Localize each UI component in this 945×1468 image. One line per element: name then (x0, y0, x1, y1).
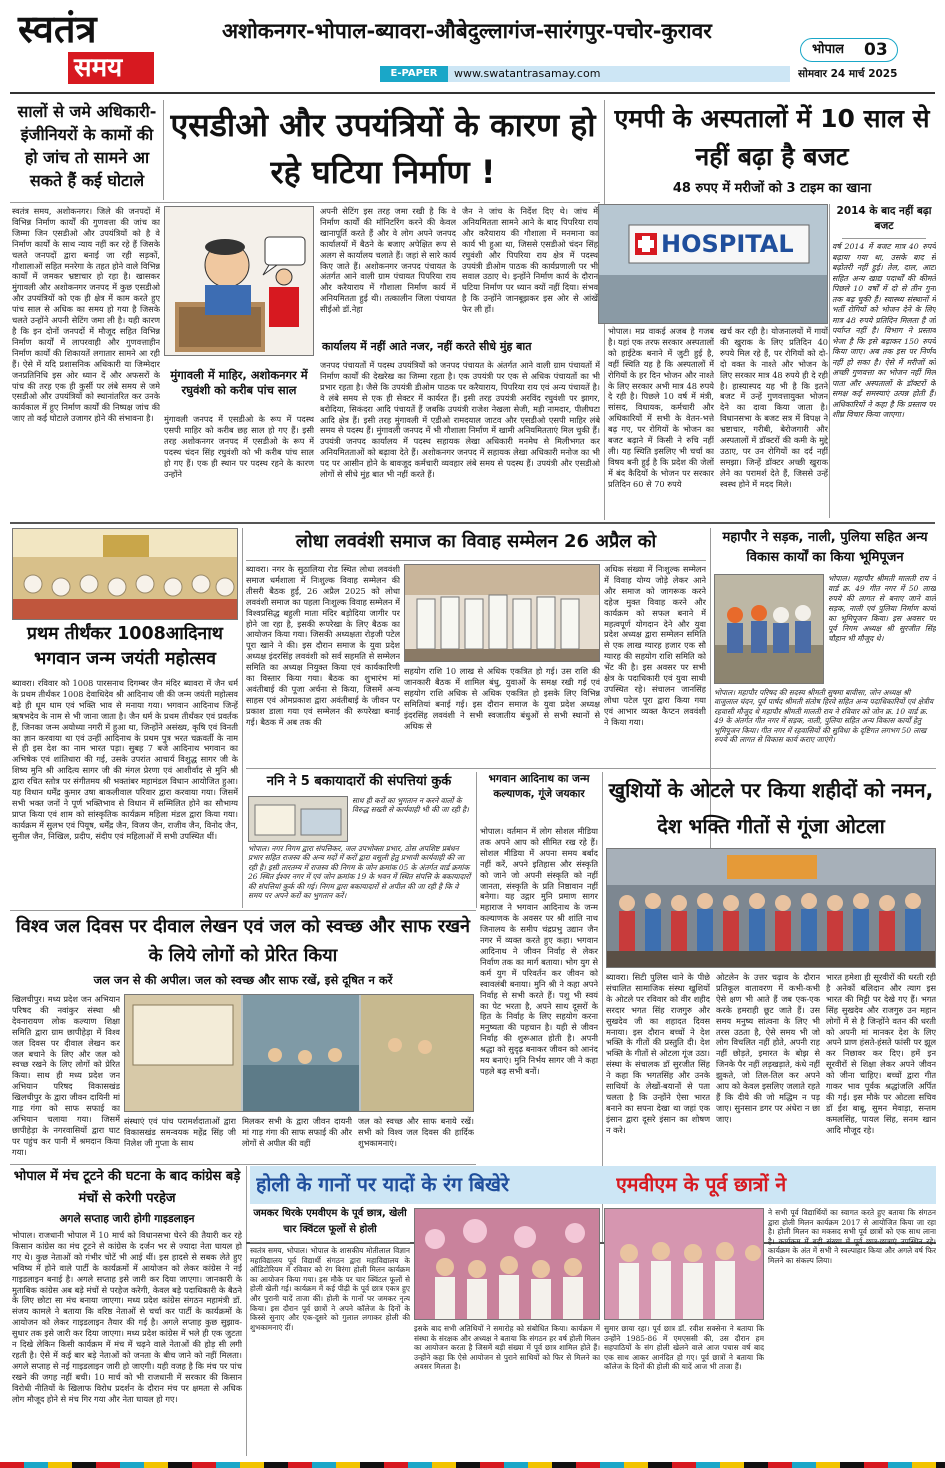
story10-headline: भोपाल में मंच टूटने की घटना के बाद कांग्रेस बड़े मंचों से करेगी परहेज (13, 1169, 241, 1206)
story6-headline: ननि ने 5 बकायादारों की संपत्तियां कुर्क (266, 774, 452, 789)
masthead (0, 0, 945, 92)
temple-photo (12, 528, 238, 620)
story1-kicker: सालों से जमे अधिकारी-इंजीनियरों के कामों की हो जांच तो सामने आ सकते हैं कई घोटाले (17, 102, 157, 190)
hospital-sign: HOSPITAL (661, 230, 794, 258)
story5-caption: भोपाल। महापौर परिषद की सदस्य श्रीमती सुषमा बावीसा, जोन अध्यक्ष श्री वाजुलाल चंदन, पूर्व पार्षद श्रीमती संतोष हिरवे सहित अन्य पदाधिकारियों एवं क्षेत्रीय रहवासी मौजूद थे महापौर श्रीमती मालती राय ने रविवार को जोन क्र. 10 वार्ड क्र. 49 के अंतर्गत गीत नगर में सड़क, नाली, पुलिया सहित अन्य विकास कार्यों हेतु भूमिपूजन किया। गीत नगर में रहवासियों की सुविधा के दृष्टिगत लगभग 50 लाख रुपये की लागत से विकास कार्य कराए जाएंगे। (714, 688, 934, 745)
story10-subhead: अगले सप्ताह जारी होगी गाइडलाइन (59, 1213, 195, 1225)
holi-photo (414, 1208, 600, 1320)
story5-side-text: भोपाल। महापौर श्रीमती मालती राय ने वार्ड क्र. 49 गीत नगर में 50 लाख रुपये की लागत से बनाए जाने वाले सड़क, नाली एवं पुलिया निर्माण कार्यों का भूमिपूजन किया। इस अवसर पर पूर्व निगम अध्यक्ष श्री सुरजीत सिंह चौहान भी मौजूद थे। (828, 574, 936, 643)
story4-headline: लोधा लववंशी समाज का विवाह सम्मेलन 26 अप्रैल को (295, 531, 657, 552)
issue-date: सोमवार 24 मार्च 2025 (798, 68, 898, 80)
story2-subhead: 48 रुपए में मरीजों को 3 टाइम का खाना (672, 181, 872, 196)
story1-col1: स्वतंत्र समय, अशोकनगर। जिले की जनपदों में विभिन्न निर्माण कार्यों की गुणवत्ता की जांच का जिम्मा जिन एसडीओ और उपयंत्रियों को है वे निर्माण कार्यों के साथ न्याय नहीं कर रहे हैं जिसके चलते जनपदों द्वारा बनाई जा रही सड़कों, गौशालाओं सहित मनरेगा के तहत होने वाले विभिन्न कार्यों में जमकर भ्रष्टाचार हो रहा है। खासकर मुंगावली और अशोकनगर जनपद में कुछ एसडीओ और उपयंत्रियों को एक ही क्षेत्र में काम करते हुए पांच साल से अधिक का समय हो गया है जिसके चलते उन्होंने अपनी सेटिंग जमा ली है। यही कारण है कि इन दोनों जनपदों में मौजूद सहित विभिन्न निर्माण कार्यों में लापरवाही और गुणवत्ताहीन निर्माण कार्यों की शिकायतें लगातार सामने आ रही हैं। ऐसे में यदि प्रशासनिक अधिकारी या जिम्मेदार जनप्रतिनिधि इस ओर ध्यान दें और अफसरों के पांच की तरह एक ही कुर्सी पर लंबे समय से जमे एसडीओ और उपयंत्रियों को स्थानांतरित कर उनके कार्यकाल में हुए निर्माण कार्यों की निष्पक्ष जांच की जाए तो कई घोटाले उजागर होने की संभावना है। (12, 206, 160, 424)
story8-headline: खुशियों के ओटले पर किया शहीदों को नमन, देश भक्ति गीतों से गूंजा ओटला (608, 778, 934, 838)
story9-col3: मिलकर सभी के द्वारा जीवन दायनी मां गाड़ गंगा की साफ सफाई की और लोगों से अपील की वहीं (242, 1116, 352, 1148)
website[interactable]: www.swatantrasamay.com (454, 67, 601, 80)
story2-headline: एमपी के अस्पतालों में 10 साल से नहीं बढ़ा है बजट (614, 104, 930, 171)
story9-col2: संस्थाएं एवं पांच परामर्शदाताओं द्वारा विकासखंड समन्वयक महेंद्र सिंह जी निलेश जी गुप्ता के साथ (124, 1116, 236, 1148)
story3-headline: प्रथम तीर्थंकर 1008आदिनाथ भगवान जन्म जयंती महोत्सव (27, 624, 223, 669)
story7-text: भोपाल। वर्तमान में लोग सोशल मीडिया तक अपने आप को सीमित रख रहे हैं। सोशल मीडिया में अपना समय बर्बाद नहीं करें, अपने इतिहास और संस्कृति को जाने जो अपनी संस्कृति को नहीं जानता, संस्कृति के प्रति निष्ठावान नहीं बनेगा। यह उद्गार मुनि प्रमाण सागर महाराज ने भगवान आदिनाथ के जन्म कल्याणक के अवसर पर श्री शांति नाथ जिनालय के समीप चंद्रप्रभु उद्यान जैन नगर में व्यक्त करते हुए कहा। भगवान आदिनाथ ने जीवन निर्वाह से लेकर निर्वाण तक का मार्ग बताया। भोग युग से कर्म युग में परिवर्तन कर जीवन को स्वावलंबी बनाया। मुनि श्री ने कहा अपने निर्वाह से सभी करते हैं। पशु भी स्वयं का पेट भरता है, अपने साथ दूसरों के हित के निर्वाह के लिए सहयोग करना मनुष्यता की पहचान है। यही से जीवन निर्वाह की शुरूआत होती है। अपनी श्रद्धा को सुदृढ़ बनाकर जीवन को आनंद मय बनाएं। मुनि निर्भय सागर जी ने कहा पहले बढ़ सभी बनों। (480, 826, 598, 1076)
meeting-photo (404, 564, 600, 662)
story6-side: साथ ही करों का भुगतान न करने वालों के विरुद्ध सख्ती से कार्यवाही भी की जा रही है। (352, 796, 469, 815)
holi-photo-2 (604, 1208, 764, 1320)
story3-text: ब्यावरा। रविवार को 1008 पारसनाथ दिगम्बर जैन मंदिर ब्यावरा में जैन धर्म के प्रथम तीर्थंकर 1008 देवाधिदेव श्री आदिनाथ जी की जन्म जयंती महोत्सव बड़े ही धूम धाम एवं भक्ति भाव से मनाया गया। भगवान आदिनाथ जिन्हें ऋषभदेव के नाम से भी जाना जाता है। जैन धर्म के प्रथम तीर्थंकर एवं प्रवर्तक हैं, जिनका जन्म अयोध्या नगरी में हुआ था, जिन्होंने असंख्य, कृषि एवं विनती का ज्ञान करवाया था एवं उन्हीं आदिनाथ के प्रथम पुत्र भरत चक्रवर्ती के नाम से ही इस देश का नाम भारत पड़ा। सुबह 7 बजे आदिनाथ भगवान का अभिषेक एवं शांतिधारा की गई, उसके उपरांत आचार्य विशुद्ध सागर जी के शिष्य मुनि श्री आदित्य सागर जी की मंगल प्रेरणा एवं आशीर्वाद से मुनि श्री द्वारा रचित स्तोत्र पर संगीतमय श्री भक्तांबर महामंडल विधान आयोजित हुआ। यह विधान धर्मेंद्र कुमार उषा बाकलीवाल परिवार द्वारा करवाया गया। जिसमें सभी भक्त जनों ने पूर्ण भक्तिभाव से विधान में सम्मिलित होने का सौभाग्य प्राप्त किया एवं शाम को सांस्कृतिक कार्यक्रम महिला मंडल द्वारा किया गया। कार्यक्रम में सुलभ एवं पियूष, धर्मेंद्र जैन, विजय जैन, राजीव जैन, विनोद जैन, सुनील जैन, निखिल, प्रदीप, संदीप एवं महिलाओं में सभी उपस्थित थीं। (12, 678, 238, 841)
story8-col3: भारत हमेशा ही सूरवीरों की धरती रही है अनेकों बलिदान और त्याग इस भारत की मिट्टी पर देखे गए हैं। भगत सिंह सुखदेव और राजगुरु उन महान लोगों में से है जिन्होंने वतन की धरती को अपनी मां मानकर देश के लिए अपने प्राण हंसते-हंसते फांसी पर झूल कर निछावर कर दिए। हमें इन सूरवीरों से शिक्षा लेकर अपने जीवन को जीना चाहिए। बच्चों द्वारा गीत गाकर भाव पूर्वक श्रद्धांजलि अर्पित की गई। इस मौके पर ओटला सचिव डॉ ईश बाबू, सुमन मेवाड़ा, सन्तम कमलसिंह, पायल सिंह, सनम खान आदि मौजूद रहे। (826, 972, 936, 1135)
story7-headline: भगवान आदिनाथ का जन्म कल्याणक, गूंजे जयकार (488, 773, 590, 800)
story11-col3: सुमार छाया रहा। पूर्व छात्र डॉ. रवीश सक्सेना ने बताया कि उन्होंने 1985-86 में एमएससी की, उस दौरान हम सहपाठियों के संग होली खेलने वाले आज पचास वर्ष बाद एक साथ आकर आनंदित हो गए। पूर्व छात्रों ने बताया कि कॉलेज के दिनों की होली की यादें आज भी ताजा हैं। (604, 1324, 764, 1372)
story11-col2: इसके बाद सभी अतिथियों ने समारोह को संबोधित किया। कार्यक्रम में संस्था के संरक्षक और अध्यक्ष ने बताया कि संगठन हर वर्ष होली मिलन का आयोजन करता है जिसमें बड़ी संख्या में पूर्व छात्र शामिल होते हैं। उन्होंने कहा कि ऐसे आयोजन से पुराने साथियों को फिर से मिलने का अवसर मिलता है। (414, 1324, 600, 1372)
story2-side-head: 2014 के बाद नहीं बढ़ा बजट (836, 205, 932, 232)
story9-col4: जल को स्वच्छ और साफ बनाये रखें। सभी को विश्व जल दिवस की हार्दिक शुभकामनाएं। (358, 1116, 474, 1148)
logo (14, 6, 174, 86)
water-day-photo (124, 994, 474, 1112)
story1-sub2: कार्यालय में नहीं आते नजर, नहीं करते सीधे मुंह बात (322, 340, 532, 353)
page-number: 03 (864, 40, 888, 60)
story4-col1: ब्यावरा। नगर के सुठालिया रोड स्थित लोधा लववंशी समाज धर्मशाला में निःशुल्क विवाह सम्मेलन की तीसरी बैठक हुई, 26 अप्रैल 2025 को लोधा लववंशी समाज का पहला निःशुल्क विवाह सम्मेलन में विश्वप्रसिद्ध बहुली माता मंदिर बड़ोदिया जागीर पर होने जा रहा है, इसकी रूपरेखा के लिए बैठक का आयोजन किया गया। जिसकी अध्यक्षता रोड़जी पटेल पूरा खाने ने की। इस दौरान समाज के युवा प्रदेश अध्यक्ष इंदरसिंह लववंशी को सर्व सहमति से सम्मेलन समिति का अध्यक्ष नियुक्त किया एवं कार्यकारिणी का विस्तार किया गया। बैठक का शुभारंभ मां अवंतीबाई की पूजा अर्चना से किया, जिसमें अन्य साहस एवं ओमप्रकाश द्वारा अवंतीबाई के जीवन पर प्रकाश डाला गया एवं सम्मेलन की रूपरेखा बनाई गई। बैठक में अब तक की (246, 564, 400, 727)
story10-text: भोपाल। राजधानी भोपाल में 10 मार्च को विधानसभा घेरने की तैयारी कर रहे किसान कांग्रेस का मंच टूटने से कांग्रेस के दर्जन भर से ज्यादा नेता घायल हो गए थे। कुछ नेताओं को गंभीर चोटें भी आई थीं। इस हादसे से सबक लेते हुए भविष्य में होने वाले पार्टी के कार्यक्रमों में आयोजन को लेकर कांग्रेस ने नई गाइडलाइन बनाई है। अगले सप्ताह इसे जारी कर दिया जाएगा। जानकारी के मुताबिक कांग्रेस अब बड़े मंचों से परहेज करेगी, केवल बड़े पदाधिकारी के बैठने के लिए छोटा सा मंच बनाया जाएगा। मध्य प्रदेश कांग्रेस संगठन महामंत्री डॉ. संजय कामले ने बताया कि वरिष्ठ नेताओं से चर्चा कर पार्टी के कार्यक्रमों के आयोजन को लेकर गाइडलाइन तैयार की गई है। अगले सप्ताह कुछ सुझाव-सुधार तक इसे जारी कर दिया जाएगा। मध्य प्रदेश कांग्रेस में भले ही एक जुटता न दिखे लेकिन किसी कार्यक्रम में मंच में चढ़ने वाले नेताओं की होड़ सी लगी रहती है। ऐसे में कई बार बड़े नेताओं को जनता के बीच जाने को नहीं मिलता। अगले सप्ताह से नई गाइडलाइन जारी हो जाएगी। यही वजह है कि मंच पर पांच रखने की जगह नहीं बची। 10 मार्च को भी राजधानी में सरकार की किसान विरोधी नीतियों के खिलाफ विरोध प्रदर्शन के दौरान मंच पर क्षमता से अधिक लोग मौजूद होने से मंच गिर गया और नेता घायल हो गए। (12, 1230, 242, 1404)
story1-col3: जैन ने जांच के निर्देश दिए थे। जांच में अनियमितता सामने आने के बाद पिपरिया राय और करैयाराय की गौशाला में मनमाना का कार्य भी हुआ था, जिससे एसडीओ चंदन सिंह रघुवंशी और पिपरिया राय क्षेत्र में पदस्थ उपयंत्री डीओम पाठक की कार्यप्रणाली पर भी सवाल उठाए थे। इन्होंने निर्माण कार्य के दौरान घटिया निर्माण पर ध्यान क्यों नहीं दिया। संभव है कि उन्होंने जानबूझकर इस ओर से आंखें फेर ली हों। (462, 206, 598, 315)
story2-col2: खर्च कर रही है। योजनालयों में गायों की खुराक के लिए प्रतिदिन 40 रुपये मिल रहे हैं, पर रोगियों को दो-दो वक्त के नाश्ते और भोजन के लिए सरकार मात्र 48 रुपये ही दे रही है। हास्यास्पद यह भी है कि इतने बजट में उन्हें गुणवत्तायुक्त भोजन देने का दावा किया जाता है। विधानसभा के बजट सत्र में विपक्ष ने भ्रष्टाचार, गरीबी, बेरोजगारी और अस्पतालों में डॉक्टरों की कमी के मुद्दे उठाए, पर उन रोगियों का दर्द नहीं समझा। जिन्हें डॉक्टर अच्छी खुराक लेने का परामर्श देते हैं, जिससे उन्हें स्वस्थ होने में मदद मिले। (720, 326, 828, 489)
story9-headline: विश्व जल दिवस पर दीवाल लेखन एवं जल को स्वच्छ और साफ रखने के लिये लोगों को प्रेरित किया (16, 916, 470, 966)
story8-col2: ओटलेन के उत्तर चढ़ाव के दौरान प्रतिकूल वातावरण में कभी-कभी ऐसे क्षण भी आते हैं जब एक-एक करके हमराही छूट जाते हैं। उस समय मनुष्य सांत्वना के लिए भी तरस उठता है, ऐसे समय भी जो लोग विचलित नहीं होते, अपनी राह नहीं छोड़ते, इमारत के बोझ से जिनके पैर नहीं लड़खड़ाते, कंधे नहीं झुकते, जो तिल-तिल कर अपने आप को केवल इसलिए जलाते रहते हैं कि दीये की जो मद्धिम न पड़ जाए। सुनसान डगर पर अंधेरा न छा जाए। (716, 972, 820, 1124)
story2-col1: भोपाल। मप्र वाकई अजब है गजब है। यहां एक तरफ सरकार अस्पतालों को हाईटेक बनाने में जुटी हुई है, वहीं स्थिति यह है कि अस्पतालों में रोगियों के हर दिन भोजन और नाश्ते के लिए सरकार अभी मात्र 48 रुपये दे रही है। पिछले 10 वर्ष में मंत्री, सांसद, विधायक, कर्मचारी और अधिकारियों में सभी के वेतन-भत्ते बढ़ गए, पर रोगियों के भोजन का बजट बढ़ाने में किसी ने रुचि नहीं ली। यह स्थिति इसलिए भी चर्चा का विषय बनी हुई है कि प्रदेश की जेलों में बंद कैदियों के भोजन पर सरकार प्रतिदिन 60 से 70 रुपये (608, 326, 714, 489)
story8-col1: ब्यावरा। सिटी पुलिस थाने के पीछे संचालित सामाजिक संस्था खुशियों के ओटले पर रविवार को वीर शहीद सरदार भगत सिंह राजगुरु और सुखदेव जी का शहादत दिवस मनाया। इस दौरान बच्चों ने देश भक्ति के गीतों की प्रस्तुति दी। देश भक्ति के गीतों से ओटला गूंज उठा। संस्था के संचालक डॉ सुरजीत सिंह ने कहा कि भगतसिंह और उनके साथियों के लेखों-बयानों से पता चलता है कि उन्होंने ऐसा भारत बनाने का सपना देखा था जहां एक इंसान द्वारा दूसरे इंसान का शोषण न करे। (606, 972, 710, 1135)
story1-headline: एसडीओ और उपयंत्रियों के कारण हो रहे घटिया निर्माण ! (170, 106, 596, 191)
mayor-photo (714, 574, 824, 684)
story1-sub1-text: मुंगावली जनपद में एसडीओ के रूप में पदस्थ एसपी माहिर को करीब छह साल हो गए हैं। इसी तरह अशोकनगर जनपद में एसडीओ के रूप में पदस्थ चंदन सिंह रघुवंशी को भी करीब पांच साल हो गए हैं। एक ही स्थान पर पदस्थ रहने के कारण उन्होंने (164, 414, 314, 479)
edition-name: भोपाल (812, 42, 845, 57)
story4-col3: अधिक संख्या में निःशुल्क सम्मेलन में विवाह योग्य जोड़े लेकर आने और समाज को जागरूक करने दहेज मुक्त विवाह करने और कार्यक्रम को सफल बनाने में महत्वपूर्ण योगदान देने और युवा प्रदेश अध्यक्ष द्वारा सम्मेलन समिति से एक लाख ग्यारह हजार एक सौ ग्यारह की सहयोग राशि समिति को भेंट की है। इस अवसर पर सभी क्षेत्र के पदाधिकारी एवं युवा साथी उपस्थित रहे। संचालन जानसिंह लोधा पटेल पूरा द्वारा किया गया एवं आभार व्यक्त कैप्टन लववंशी ने किया गया। (604, 564, 706, 727)
story1-sub2-text: जनपद पंचायतों में पदस्थ उपयंत्रियों को जनपद पंचायत के अंतर्गत आने वाली ग्राम पंचायतों में निर्माण कार्यों की देखरेख का जिम्मा रहता है। एक उपयंत्री पर एक से अधिक पंचायतों का भी प्रभार रहता है। जैसे कि उपयंत्री डीओम पाठक पर करैयाराय, पिपरिया राय एवं अन्य पंचायतें है। वे लंबे समय से एक ही सेक्टर में कार्यरत हैं। इसी तरह उपयंत्री अरविंद रघुवंशी पर झागर, बरोदिया, सिकंदरा आदि पंचायतें हैं जबकि उपयंत्री राजेश नेखला सेजी, मड़ी नामदार, पीलीघटा आदि क्षेत्र हैं। इसी तरह मुंगावली में एडीओ रामदयाल जाटव और एसडीओ एसपी माहिर लंबे समय से पदस्थ हैं। मुंगावली जनपद में भी गौशाला निर्माण में खामी अनियमितताएं मिल चुकी हैं। उपयंत्री जनपद कार्यालय में पदस्थ सहायक लेखा अधिकारी मनमेघ से मिलीभगत कर अनियमितताओं को बढ़ावा देते हैं। अशोकनगर जनपद में सहायक लेखा अधिकारी मनोज का भी पद पर आसीन होने के बावजूद कर्मचारी व्यवहार लंबे समय से पदस्थ हैं। उपयंत्री और एसडीओ लोगों से सीधे मुंह बात भी नहीं करते हैं। (320, 360, 600, 480)
story2-side-text: वर्ष 2014 में बजट मात्र 40 रुपये बढ़ाया गया था, उसके बाद से बढ़ोतरी नहीं हुई। तेल, दाल, आटा सहित अन्य खाद्य पदार्थों की कीमतें पिछले 10 वर्षों में दो से तीन गुना तक बढ़ चुकी हैं। स्वास्थ्य संस्थानों में भर्ती रोगियों को भोजन देने के लिए मात्र 48 रुपये प्रतिदिन मिलता है जो पर्याप्त नहीं है। विभाग ने प्रस्ताव भेजा है कि इसे बढ़ाकर 150 रुपये किया जाए। अब तक इस पर निर्णय नहीं हो सका है। ऐसे में मरीजों को अच्छी गुणवत्ता का भोजन नहीं मिल पाता और अस्पतालों के डॉक्टरों के समक्ष कई समस्याएं उत्पन्न होती हैं। अधिकारियों ने कहा है कि प्रस्ताव पर शीघ्र विचार किया जाएगा। (832, 242, 936, 419)
property-photo (248, 796, 348, 842)
logo-top: स्वतंत्र (18, 6, 97, 51)
story9-col1: खिलचीपुर। मध्य प्रदेश जन अभियान परिषद की नवांकुर संस्था श्री देवनारायण लोक कल्याण शिक्षा समिति द्वारा ग्राम छापीहेड़ा में विश्व जल दिवस पर दीवाल लेखन कर जल बचाने के लिए और जल को स्वच्छ रखने के लिए लोगों को प्रेरित किया। साथ ही मध्य प्रदेश जन अभियान परिषद विकासखंड खिलचीपुर के द्वारा जीवन दायिनी मां गाड़ गंगा को साफ सफाई का अभियान चलाया गया। जिसमें छापीहेड़ा के नगरवासियों द्वारा घाट पर पहुंच कर पानी में श्रमदान किया गया। (12, 994, 120, 1157)
story5-headline: महापौर ने सड़क, नाली, पुलिया सहित अन्य विकास कार्यों का किया भूमिपूजन (722, 530, 928, 565)
story11-headline-b: एमवीएम के पूर्व छात्रों ने (616, 1173, 787, 1196)
story11-headline-a: होली के गानों पर यादों के रंग बिखेरे (256, 1173, 509, 1196)
cities-line: अशोकनगर-भोपाल-ब्यावरा-औबेदुल्लागंज-सारंगपुर-पचोर-कुरावर (222, 19, 712, 43)
bottom-color-bar (0, 1462, 945, 1468)
story9-subhead: जल जन से की अपील। जल को स्वच्छ और साफ रखें, इसे दूषित न करें (93, 973, 393, 987)
cartoon-svg (165, 207, 314, 356)
hospital-photo (598, 204, 828, 324)
story11-col4: ने सभी पूर्व विद्यार्थियों का स्वागत करते हुए बताया कि संगठन द्वारा होली मिलन कार्यक्रम 2017 से आयोजित किया जा रहा है। होली मिलन का मकसद सभी पूर्व छात्रों को एक साथ लाना है। कार्यक्रम में बड़ी संख्या में पूर्व छात्र-छात्राएं उपस्थित रहे। कार्यक्रम के अंत में सभी ने स्वल्पाहार किया और अगले वर्ष फिर मिलने का संकल्प लिया। (768, 1208, 936, 1265)
story11-kicker: जमकर थिरके एमवीएम के पूर्व छात्र, खेली चार क्विंटल फूलों से होली (253, 1208, 407, 1235)
cartoon-illustration (164, 206, 314, 356)
story1-col2: अपनी सेटिंग इस तरह जमा रखी है कि वे निर्माण कार्यों की मॉनिटरिंग करने की केवल खानापूर्ति करते हैं और वे लोग अपने जनपद कार्यालयों में बैठने के बजाए अपेक्षित रूप से अलग से कार्यालय चलाते हैं। जहां से सारे कार्य किए जाते हैं। अशोकनगर जनपद पंचायत के अंतर्गत आने वाली ग्राम पंचायत पिपरिया राय और करैयाराय में गौशाला निर्माण कार्य में अनियमितता हुई थी। तत्कालीन जिला पंचायत सीईओ डॉ.नेहा (320, 206, 456, 315)
children-photo (606, 848, 936, 968)
epaper-tag: E-PAPER (380, 66, 448, 82)
story6-text: भोपाल। नगर निगम द्वारा संपत्तिकर, जल उपभोक्ता प्रभार, ठोस अपशिष्ट प्रबंधन प्रभार सहित राजस्व की अन्य मदों में करों द्वारा वसूली हेतु प्रभावी कार्यवाही की जा रही है। इसी तारतम्य में राजस्व की निगम के जोन क्रमांक 05 के अंतर्गत वार्ड क्रमांक 26 स्थित ईश्वर नगर में एवं जोन क्रमांक 19 के भवन में स्थित संपत्ति के बकायादारों की संपत्तियां कुर्क की गई। निगम द्वारा बकायादारों से अपील की जा रही है कि वे समय पर अपने करों का भुगतान करें। (248, 844, 471, 901)
story4-col2: सहयोग राशि 10 लाख से अधिक एकत्रित हो गई। उस राशि की जानकारी बैठक में शामिल बंधु, युवाओं के समक्ष रखी गई एवं सहयोग राशि अधिक से अधिक एकत्रित हो इसके लिए विभिन्न समितियां बनाई गई। इस दौरान समाज के युवा प्रदेश अध्यक्ष इंदरसिंह लववंशी ने सभी स्वजातीय बंधुओं से सभी स्थानों से अधिक से (404, 666, 600, 731)
story11-col1: स्वतंत्र समय, भोपाल। भोपाल के शासकीय मोतीलाल विज्ञान महाविद्यालय पूर्व विद्यार्थी संगठन द्वारा महाविद्यालय के ऑडिटोरियम में रविवार को रंग बिरंगा होली मिलन कार्यक्रम का आयोजन किया गया। इस मौके पर चार क्विंटल फूलों से होली खेली गई। कार्यक्रम में कई पीढ़ी के पूर्व छात्र एकत्र हुए और पुरानी यादें ताजा कीं। होली के गानों पर जमकर नृत्य किया। इस दौरान पूर्व छात्रों ने अपने कॉलेज के दिनों के किस्से सुनाए और एक-दूसरे को गुलाल लगाकर होली की शुभकामनाएं दीं। (250, 1246, 410, 1332)
story1-sub1: मुंगावली में माहिर, अशोकनगर में रघुवंशी को करीब पांच साल (170, 368, 308, 397)
logo-bottom: समय (74, 53, 123, 83)
